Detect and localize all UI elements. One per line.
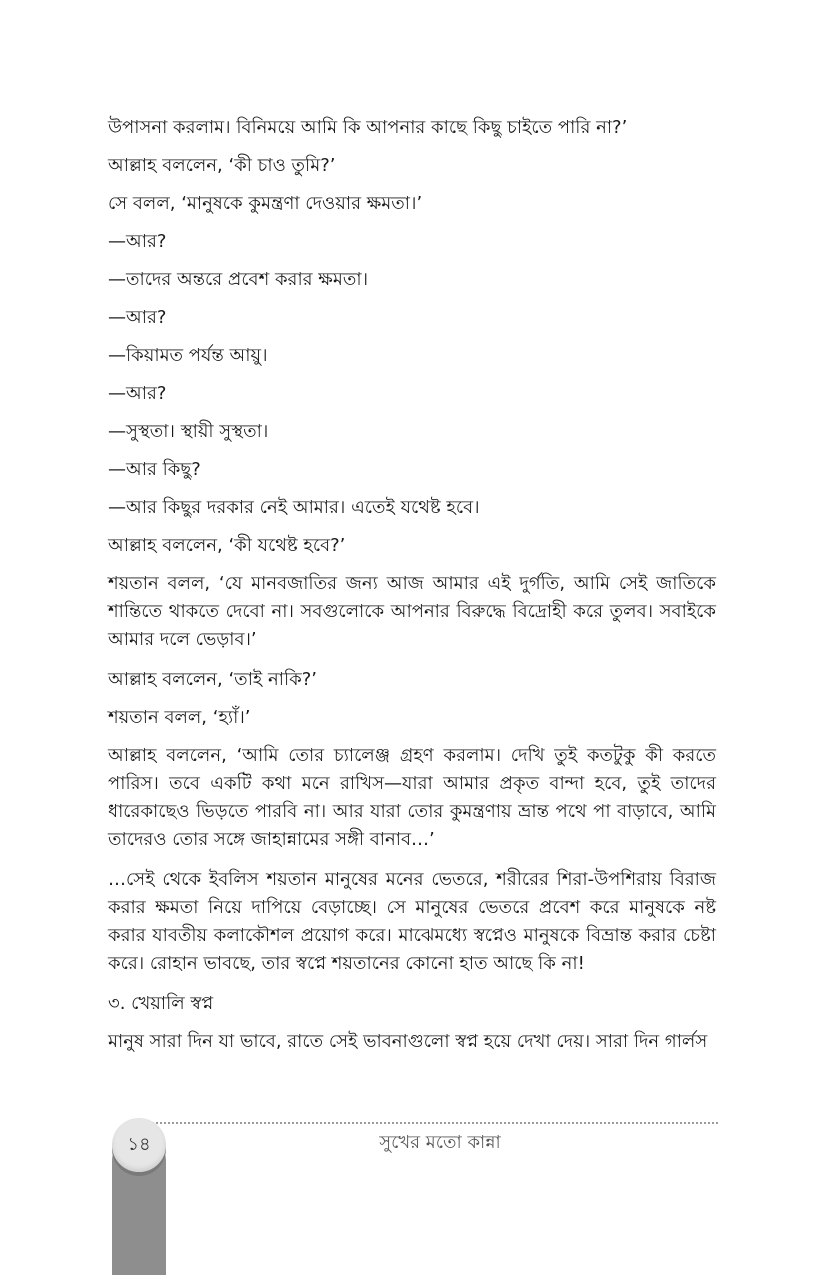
dialogue-line: —আর কিছুর দরকার নেই আমার। এতেই যথেষ্ট হবে। [108, 497, 480, 518]
footer-divider [128, 1122, 718, 1124]
paragraph: শয়তান বলল, ‘হ্যাঁ।’ [108, 707, 251, 728]
paragraph: আল্লাহ বললেন, ‘আমি তোর চ্যালেঞ্জ গ্রহণ করলাম। দেখি তুই কতটুকু কী করতে পারিস। তবে একটি কথা মনে রাখিস—যারা আমার প্রকৃত বান্দা হবে, তুই তাদের ধারেকাছেও ভিড়তে পারবি না। আর যারা তোর কুমন্ত্রণায় ভ্রান্ত পথে পা বাড়াবে, আমি তাদেরও তোর সঙ্গে জাহান্নামের সঙ্গী বানাব…’ [108, 745, 716, 850]
paragraph: সে বলল, ‘মানুষকে কুমন্ত্রণা দেওয়ার ক্ষমতা।’ [108, 193, 423, 214]
paragraph: …সেই থেকে ইবলিস শয়তান মানুষের মনের ভেতরে, শরীরের শিরা-উপশিরায় বিরাজ করার ক্ষমতা নিয়ে দাপিয়ে বেড়াচ্ছে। সে মানুষের ভেতরে প্রবেশ করে মানুষকে নষ্ট করার যাবতীয় কলাকৌশল প্রয়োগ করে। মাঝেমধ্যে স্বপ্নেও মানুষকে বিভ্রান্ত করার চেষ্টা করে। রোহান ভাবছে, তার স্বপ্নে শয়তানের কোনো হাত আছে কি না! [108, 869, 716, 974]
dialogue-line: —আর? [108, 231, 167, 252]
paragraph: আল্লাহ বললেন, ‘তাই নাকি?’ [108, 669, 317, 690]
paragraph: উপাসনা করলাম। বিনিময়ে আমি কি আপনার কাছে কিছু চাইতে পারি না?’ [108, 117, 628, 138]
paragraph: আল্লাহ বললেন, ‘কী যথেষ্ট হবে?’ [108, 535, 346, 556]
dialogue-line: —আর? [108, 383, 167, 404]
section-heading: ৩. খেয়ালি স্বপ্ন [108, 993, 214, 1014]
dialogue-line: —আর? [108, 307, 167, 328]
dialogue-line: —আর কিছু? [108, 459, 201, 480]
page-number: ১৪ [112, 1118, 166, 1172]
dialogue-line: —কিয়ামত পর্যন্ত আয়ু। [108, 345, 268, 366]
paragraph: আল্লাহ বললেন, ‘কী চাও তুমি?’ [108, 155, 336, 176]
dialogue-line: —তাদের অন্তরে প্রবেশ করার ক্ষমতা। [108, 269, 369, 290]
paragraph: শয়তান বলল, ‘যে মানবজাতির জন্য আজ আমার এই দুর্গতি, আমি সেই জাতিকে শান্তিতে থাকতে দেবো না। সবগুলোকে আপনার বিরুদ্ধে বিদ্রোহী করে তুলব। সবাইকে আমার দলে ভেড়াব।’ [108, 573, 716, 650]
dialogue-line: —সুস্থতা। স্থায়ী সুস্থতা। [108, 421, 269, 442]
running-title: সুখের মতো কান্না [379, 1132, 501, 1153]
body-text [108, 114, 716, 1066]
paragraph: মানুষ সারা দিন যা ভাবে, রাতে সেই ভাবনাগুলো স্বপ্ন হয়ে দেখা দেয়। সারা দিন গার্লস [108, 1031, 708, 1052]
